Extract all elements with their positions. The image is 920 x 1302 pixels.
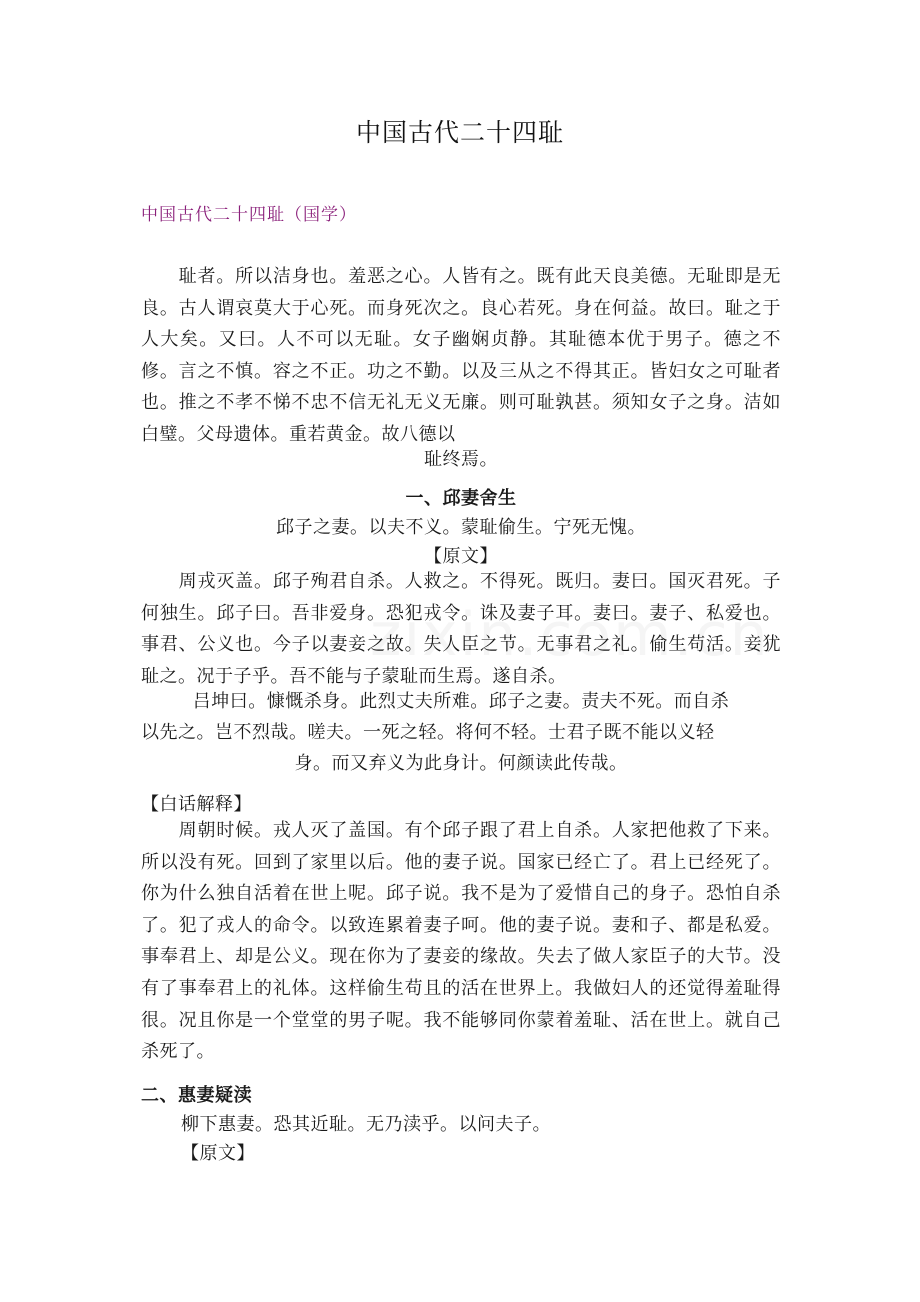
section1-original-text: 周戎灭盖。邱子殉君自杀。人救之。不得死。既归。妻曰。国灭君死。子何独生。邱子曰。吾非爱身。恐犯戎令。诛及妻子耳。妻曰。妻子、私爱也。事君、公义也。今子以妻妾之故。失人臣之节。无事君之礼。偷生苟活。妾犹耻之。况于子乎。吾不能与子蒙耻而生焉。遂自杀。 <box>141 571 781 687</box>
intro-end-line: 耻终焉。 <box>424 449 498 470</box>
section2-heading: 二、惠妻疑渎 <box>141 1085 252 1106</box>
section1-comment-line-3: 身。而又弃义为此身计。何颜读此传哉。 <box>294 753 628 774</box>
intro-paragraph: 耻者。所以洁身也。羞恶之心。人皆有之。既有此天良美德。无耻即是无良。古人谓哀莫大于心死。而身死次之。良心若死。身在何益。故曰。耻之于人大矣。又曰。人不可以无耻。女子幽娴贞静。其耻德本优于男子。德之不修。言之不慎。容之不正。功之不勤。以及三从之不得其正。皆妇女之可耻者也。推之不孝不悌不忠不信无礼无义无廉。则可耻孰甚。须知女子之身。洁如白璧。父母遗体。重若黄金。故八德以 <box>141 266 781 445</box>
page-title: 中国古代二十四耻 <box>355 118 564 147</box>
section1-original-label: 【原文】 <box>424 546 498 567</box>
subtitle: 中国古代二十四耻（国学） <box>141 205 357 225</box>
section1-comment-line-2: 以先之。岂不烈哉。嗟夫。一死之轻。将何不轻。士君子既不能以义轻 <box>141 722 715 743</box>
section1-summary: 邱子之妻。以夫不义。蒙耻偷生。宁死无愧。 <box>276 517 646 538</box>
section2-original-label: 【原文】 <box>181 1143 255 1164</box>
section2-summary: 柳下惠妻。恐其近耻。无乃渎乎。以问夫子。 <box>181 1114 551 1135</box>
section1-vernacular-text: 周朝时候。戎人灭了盖国。有个邱子跟了君上自杀。人家把他救了下来。所以没有死。回到了家里以后。他的妻子说。国家已经亡了。君上已经死了。你为什么独自活着在世上呢。邱子说。我不是为了爱惜自己的身子。恐怕自杀了。犯了戎人的命令。以致连累着妻子呵。他的妻子说。妻和子、都是私爱。事奉君上、却是公义。现在你为了妻妾的缘故。失去了做人家臣子的大节。没有了事奉君上的礼体。这样偷生苟且的活在世界上。我做妇人的还觉得羞耻得很。况且你是一个堂堂的男子呢。我不能够同你蒙着羞耻、活在世上。就自己杀死了。 <box>141 820 781 1063</box>
section1-vernacular-label: 【白话解释】 <box>141 794 252 815</box>
section1-heading: 一、邱妻舍生 <box>405 488 517 509</box>
section1-comment-line-1: 吕坤曰。慷慨杀身。此烈丈夫所难。邱子之妻。责夫不死。而自杀 <box>192 691 730 712</box>
